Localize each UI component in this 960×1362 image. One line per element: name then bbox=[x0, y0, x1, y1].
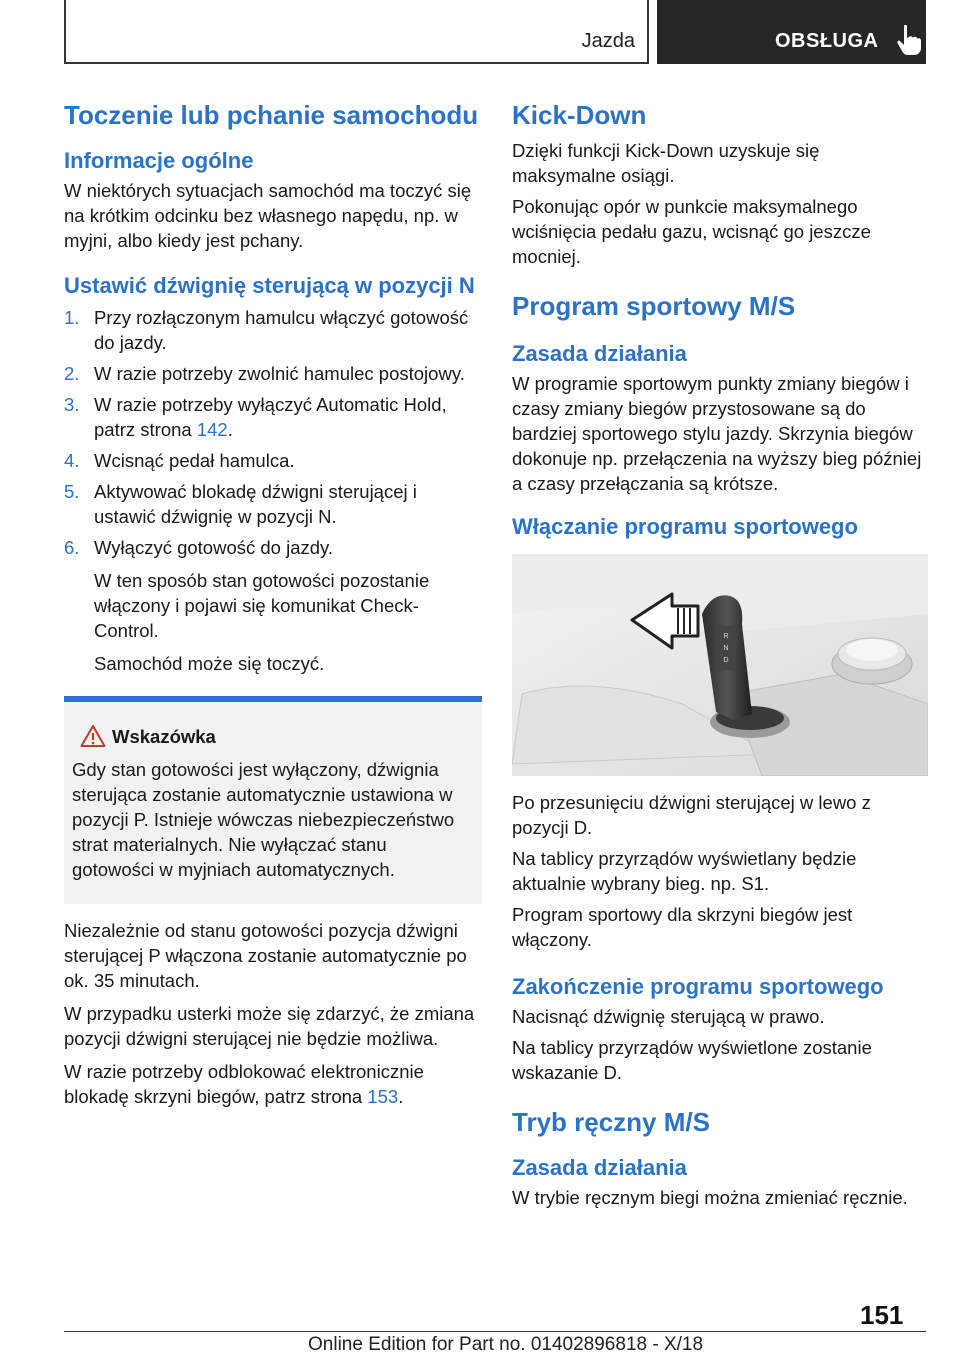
steps-list bbox=[64, 305, 482, 560]
warning-text: Gdy stan gotowości jest wyłączony, dźwignia sterująca zostanie automatycznie ustawiona w pozycji P. Istnieje wówczas niebezpieczeństwo strat materialnych. Nie wyłączać stanu gotowości w myjniach automatycznych. bbox=[72, 759, 455, 880]
header-section-box bbox=[64, 0, 649, 64]
kickdown-text-1: Dzięki funkcji Kick-Down uzyskuje się maksymalne osiągi. bbox=[512, 140, 820, 186]
subheading-principle-manual: Zasada działania bbox=[512, 1155, 687, 1180]
warning-box bbox=[64, 696, 482, 904]
subheading-principle: Zasada działania bbox=[512, 341, 687, 366]
principle-text: W programie sportowym punkty zmiany biegów i czasy zmiany biegów przystosowane są do bardziej sportowego stylu jazdy. Skrzynia biegów dokonuje np. przełączenia na wyższy bieg później a czasy przełączania są krótsze. bbox=[512, 373, 922, 494]
end-sport-text-1: Nacisnąć dźwignię sterującą w prawo. bbox=[512, 1006, 825, 1027]
warning-triangle-icon bbox=[80, 724, 106, 748]
left-column bbox=[64, 100, 482, 1109]
header-chapter-tab bbox=[657, 0, 926, 64]
right-column bbox=[512, 100, 928, 1210]
list-item: 2. W razie potrzeby zwolnić hamulec postojowy. bbox=[64, 363, 465, 384]
general-info-text: W niektórych sytuacjach samochód ma toczyć się na krótkim odcinku bez własnego napędu, np. w myjni, albo kiedy jest pchany. bbox=[64, 180, 472, 251]
subheading-end-sport: Zakończenie programu sportowego bbox=[512, 974, 884, 999]
subheading-general-info: Informacje ogólne bbox=[64, 148, 254, 173]
section-title: Jazda bbox=[581, 30, 635, 52]
after-shift-text-3: Program sportowy dla skrzyni biegów jest włączony. bbox=[512, 904, 853, 950]
auto-p-paragraph: Niezależnie od stanu gotowości pozycja dźwigni sterującej P włączona zostanie automatycznie po ok. 35 minutach. bbox=[64, 920, 467, 991]
hand-pointer-icon bbox=[896, 24, 922, 56]
list-item: 1. Przy rozłączonym hamulcu włączyć gotowość do jazdy. bbox=[64, 307, 469, 353]
fault-paragraph: W przypadku usterki może się zdarzyć, że zmiana pozycji dźwigni sterującej nie będzie możliwa. bbox=[64, 1003, 475, 1049]
warning-title: Wskazówka bbox=[72, 724, 474, 749]
list-item: 5. Aktywować blokadę dźwigni sterującej i ustawić dźwignię w pozycji N. bbox=[64, 481, 417, 527]
page-header bbox=[64, 0, 926, 64]
list-item: 3. W razie potrzeby wyłączyć Automatic Hold, patrz strona 142. bbox=[64, 394, 447, 440]
page-number: 151 bbox=[860, 1300, 904, 1330]
section-heading-sport: Program sportowy M/S bbox=[512, 291, 796, 321]
page-link-142[interactable]: 142 bbox=[196, 419, 228, 440]
footer-edition: Online Edition for Part no. 01402896818 - X/18 bbox=[308, 1334, 704, 1355]
chapter-title: OBSŁUGA bbox=[775, 30, 879, 52]
after-shift-text-2: Na tablicy przyrządów wyświetlany będzie aktualnie wybrany bieg. np. S1. bbox=[512, 848, 857, 894]
page-link-153[interactable]: 153 bbox=[367, 1086, 399, 1107]
section-heading-kickdown: Kick-Down bbox=[512, 100, 647, 130]
list-item: 4. Wcisnąć pedał hamulca. bbox=[64, 450, 295, 471]
svg-text:R: R bbox=[723, 633, 729, 640]
svg-text:D: D bbox=[723, 657, 729, 664]
gear-selector-illustration bbox=[512, 554, 928, 776]
footer-divider bbox=[64, 1331, 926, 1332]
manual-principle-text: W trybie ręcznym biegi można zmieniać ręcznie. bbox=[512, 1187, 908, 1208]
section-heading-manual: Tryb ręczny M/S bbox=[512, 1107, 710, 1137]
after-shift-text-1: Po przesunięciu dźwigni sterującej w lewo z pozycji D. bbox=[512, 792, 871, 838]
list-item: 6. Wyłączyć gotowość do jazdy. bbox=[64, 537, 334, 558]
unlock-paragraph: W razie potrzeby odblokować elektronicznie blokadę skrzyni biegów, patrz strona 153. bbox=[64, 1061, 424, 1107]
step6-note-checkcontrol: W ten sposób stan gotowości pozostanie włączony i pojawi się komunikat Check-Control. bbox=[94, 570, 430, 641]
section-heading-towing: Toczenie lub pchanie samochodu bbox=[64, 100, 479, 130]
end-sport-text-2: Na tablicy przyrządów wyświetlone zostanie wskazanie D. bbox=[512, 1037, 872, 1083]
kickdown-text-2: Pokonując opór w punkcie maksymalnego wciśnięcia pedału gazu, wcisnąć go jeszcze mocniej. bbox=[512, 196, 871, 267]
step6-note-rolling: Samochód może się toczyć. bbox=[94, 653, 325, 674]
subheading-set-lever-n: Ustawić dźwignię sterującą w pozycji N bbox=[64, 273, 475, 298]
subheading-enable-sport: Włączanie programu sportowego bbox=[512, 514, 858, 539]
svg-text:N: N bbox=[723, 645, 729, 652]
